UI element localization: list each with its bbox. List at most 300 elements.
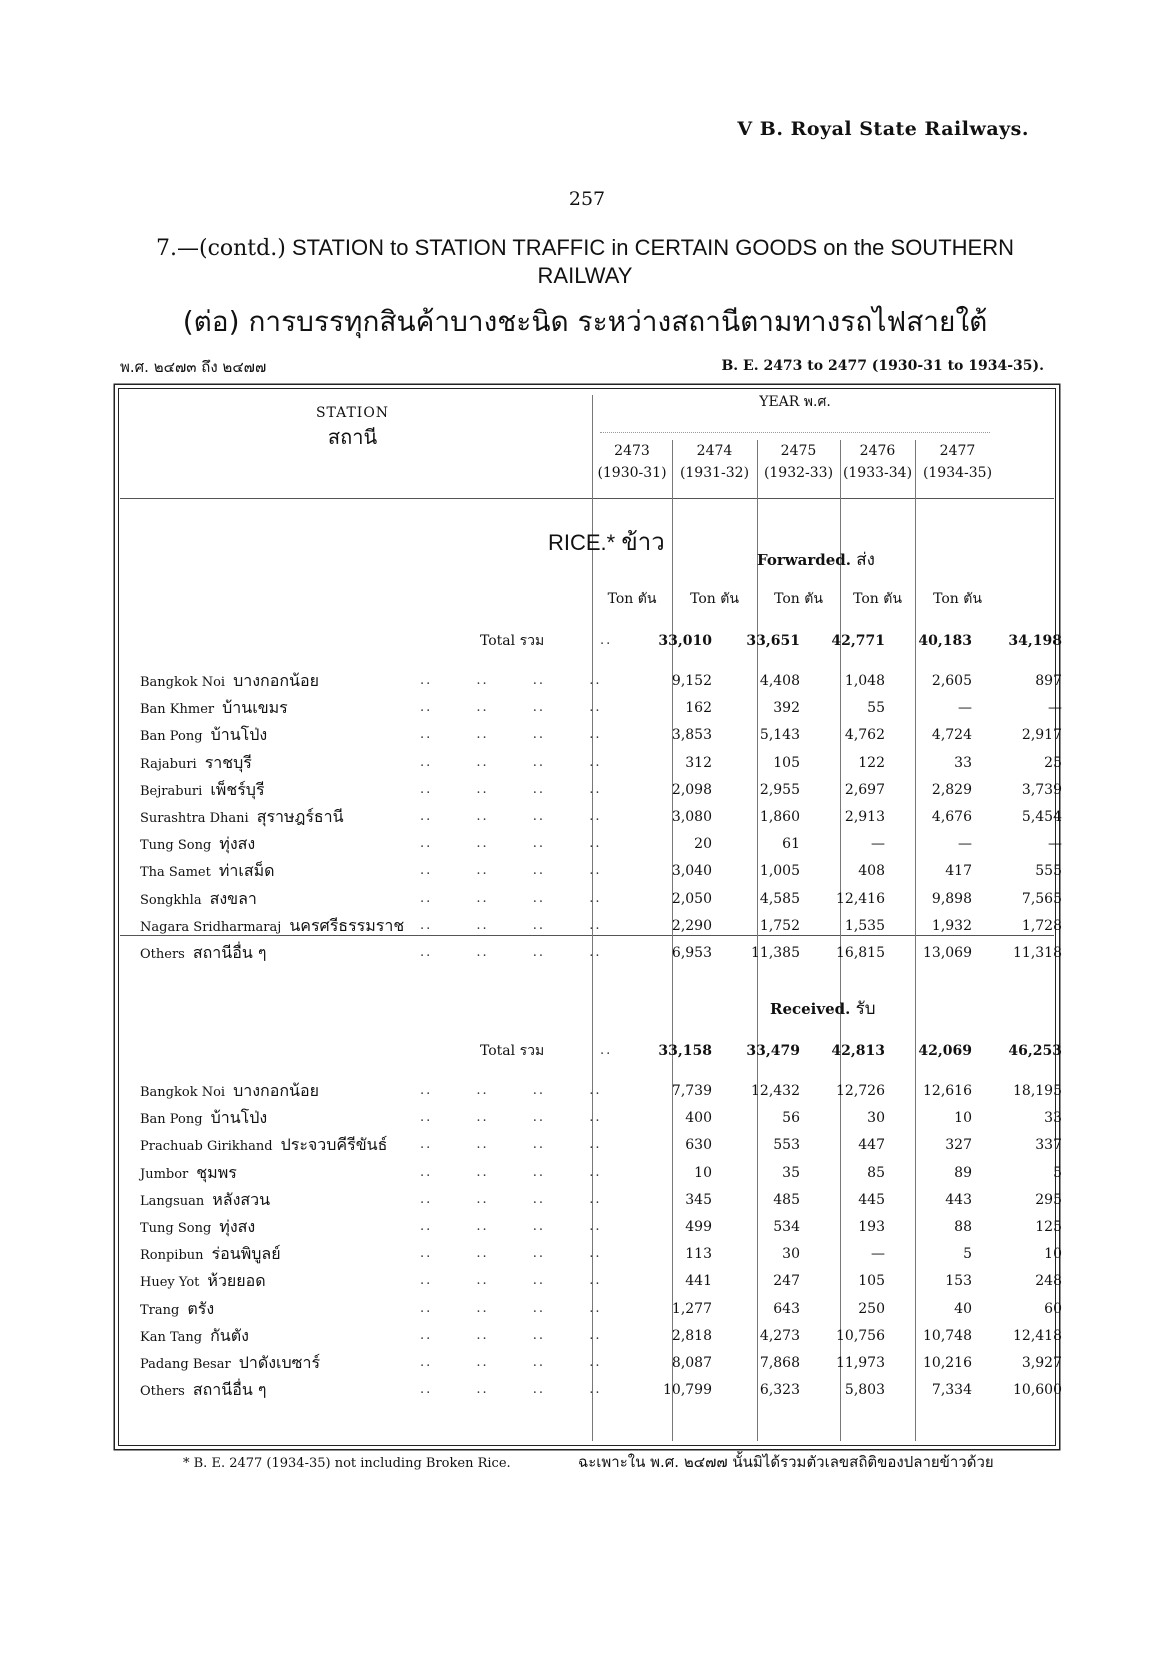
unit-th: ตัน [637,591,657,607]
value-cell: 61 [782,836,800,853]
value-cell: 3,040 [671,863,712,880]
station-column-header [240,405,465,453]
value-cell: 10,799 [663,1382,712,1399]
value-cell: 643 [773,1300,800,1317]
value-cell: 125 [1035,1219,1062,1235]
value-cell: 1,932 [931,917,972,934]
value-cell: — [958,700,972,717]
station-name [140,833,255,857]
leader-dots: .. .. .. .. [420,754,602,770]
station-name-en: Nagara Sridharmaraj [140,919,282,935]
value-cell: 8,087 [671,1355,712,1371]
value-cell: 392 [773,700,800,717]
year-column-header [592,440,672,484]
value-cell: 441 [685,1273,712,1290]
station-name [140,1189,270,1213]
value-cell: 33,010 [658,633,712,649]
value-cell: 33,158 [658,1043,712,1059]
received-label [770,995,876,1022]
value-cell: 248 [1035,1273,1062,1290]
value-cell: 12,432 [751,1083,800,1099]
value-cell: 10,748 [923,1327,972,1344]
leader-dots: .. .. .. .. [420,1246,602,1262]
leader-dots: .. .. .. .. [420,1273,602,1289]
leader-dots: .. [600,633,613,648]
value-cell: 2,050 [671,890,712,907]
station-name [140,1270,266,1294]
value-cell: 88 [954,1219,972,1235]
table-number: 7.—(contd.) [156,236,286,261]
station-name-th: บ้านโป่ง [210,1108,268,1128]
value-cell: — [1048,700,1062,717]
table-row [0,1270,1174,1294]
station-name [140,779,265,803]
station-name-th: หลังสวน [212,1189,271,1209]
value-cell: 46,253 [1008,1043,1062,1059]
station-name [140,1080,319,1104]
station-name-en: Kan Tang [140,1329,203,1345]
table-row [0,724,1174,748]
commodity-en: RICE.* [548,530,616,555]
value-cell: 4,585 [759,890,800,907]
station-name-en: Others [140,1384,185,1400]
unit-en: Ton [607,591,634,607]
footnote-th: ฉะเพาะใน พ.ศ. ๒๔๗๗ นั้นมิได้รวมตัวเลขสถิติของปลายข้าวด้วย [578,1453,994,1471]
station-name-en: Huey Yot [140,1275,200,1291]
station-name-th: บ้านโป่ง [210,725,268,745]
value-cell: 10 [694,1164,712,1181]
unit-th: ตัน [804,591,823,607]
value-cell: 193 [858,1219,885,1235]
leader-dots: .. .. .. .. [420,673,602,688]
value-cell: 337 [1035,1137,1062,1154]
station-name-en: Tung Song [140,838,212,854]
value-cell: 10,600 [1013,1382,1062,1399]
station-name [140,724,267,748]
value-cell: 250 [858,1300,885,1317]
period-th: พ.ศ. ๒๔๗๓ ถึง ๒๔๗๗ [120,358,267,376]
table-row [0,1080,1174,1104]
station-name [140,1379,266,1403]
value-cell: 5,143 [759,727,800,744]
value-cell: — [871,836,885,853]
station-name-th: สงขลา [209,888,257,908]
value-cell: 327 [945,1137,972,1154]
value-cell: 105 [858,1273,885,1290]
value-cell: 1,005 [759,863,800,880]
leader-dots: .. .. .. .. [420,890,602,906]
value-cell: 7,565 [1021,890,1062,907]
value-cell: 55 [867,700,885,717]
value-cell: 20 [694,836,712,853]
value-cell: 40 [954,1300,972,1317]
station-name-th: บางกอกน้อย [233,1081,319,1100]
value-cell: 2,697 [844,781,885,798]
value-cell: 10,756 [836,1327,885,1344]
unit-th: ตัน [720,591,739,607]
station-name-th: เพ็ชร์บุรี [210,779,265,799]
leader-dots: .. .. .. .. [420,1191,602,1207]
value-cell: 2,098 [671,781,712,798]
forwarded-th: ส่ง [856,550,875,570]
station-name [140,670,319,694]
forwarded-total-row [0,630,1174,654]
unit-th: ตัน [963,591,982,607]
value-cell: 295 [1035,1191,1062,1208]
value-cell: 12,418 [1013,1327,1062,1344]
value-cell: — [958,836,972,853]
value-cell: 4,762 [844,727,885,744]
unit-en: Ton [690,591,716,607]
table-row [0,888,1174,912]
year-header: YEAR พ.ศ. [759,394,831,410]
station-name-th: นครศรีธรรมราช [289,915,405,935]
page-number: 257 [568,188,606,210]
value-cell: 897 [1035,673,1062,689]
leader-dots: .. .. .. .. [420,1137,602,1153]
value-cell: — [871,1246,885,1263]
value-cell: 2,818 [671,1327,712,1344]
value-cell: 4,273 [759,1327,800,1344]
table-row [0,915,1174,939]
total-en: Total [480,633,516,649]
value-cell: 12,416 [836,890,885,907]
station-name [140,1107,267,1131]
period-en: B. E. 2473 to 2477 (1930-31 to 1934-35). [721,358,1044,374]
table-row [0,752,1174,776]
unit-label [915,588,1000,610]
station-name-en: Jumbor [140,1166,189,1182]
commodity-label [548,522,665,561]
table-row [0,1216,1174,1240]
station-name [140,1162,237,1186]
value-cell: 6,323 [759,1382,800,1399]
station-name-en: Rajaburi [140,756,197,772]
value-cell: 443 [945,1191,972,1208]
leader-dots: .. .. .. .. [420,1083,602,1098]
value-cell: 10 [954,1110,972,1127]
value-cell: 553 [773,1137,800,1154]
value-cell: 4,408 [759,673,800,689]
leader-dots: .. .. .. .. [420,836,602,852]
value-cell: 445 [858,1191,885,1208]
value-cell: 417 [945,863,972,880]
unit-en: Ton [933,591,959,607]
station-name-th: สถานีอื่น ๆ [192,943,267,962]
value-cell: 499 [685,1219,712,1235]
value-cell: 60 [1044,1300,1062,1317]
station-name-en: Ronpibun [140,1248,204,1264]
station-name-en: Langsuan [140,1193,205,1209]
station-name-en: Trang [140,1302,180,1318]
leader-dots: .. .. .. .. [420,1327,602,1343]
value-cell: 9,898 [931,890,972,907]
year-be: 2475 [780,443,817,459]
station-name-th: สุราษฎร์ธานี [256,807,344,826]
station-name-en: Tung Song [140,1221,212,1236]
received-en: Received. [770,1000,851,1018]
station-name [140,806,344,830]
table-row [0,1243,1174,1267]
year-be: 2473 [614,443,650,459]
value-cell: 105 [773,754,800,771]
station-name [140,1352,320,1376]
station-name [140,1216,255,1240]
year-be: 2474 [696,443,733,459]
value-cell: 400 [685,1110,712,1127]
value-cell: 5,803 [844,1382,885,1399]
station-name-en: Ban Pong [140,1112,203,1128]
station-name-th: ประจวบคีรีขันธ์ [280,1135,388,1155]
title-text: STATION to STATION TRAFFIC in CERTAIN GOODS on the SOUTHERN RAILWAY [291,235,1014,288]
leader-dots: .. .. .. .. [420,863,602,879]
year-column-header [672,440,757,484]
value-cell: 10 [1044,1246,1062,1263]
unit-label [672,588,757,610]
station-name [140,1298,214,1322]
station-name [140,860,275,884]
forwarded-en: Forwarded. [757,551,852,569]
value-cell: 1,277 [671,1300,712,1317]
station-name-th: ราชบุรี [204,752,252,772]
value-cell: 1,728 [1021,917,1062,934]
value-cell: 408 [858,863,885,880]
station-name [140,942,266,966]
value-cell: 2,605 [931,673,972,689]
leader-dots: .. .. .. .. [420,1164,602,1180]
station-name [140,697,288,721]
value-cell: 1,535 [844,917,885,934]
table-row [0,833,1174,857]
value-cell: 18,195 [1013,1083,1062,1099]
station-name-th: ทุ่งสง [219,1217,256,1236]
leader-dots: .. .. .. .. [420,1219,602,1234]
value-cell: 42,069 [918,1043,972,1059]
value-cell: 13,069 [923,945,972,961]
received-total-row [0,1040,1174,1064]
value-cell: 12,616 [923,1083,972,1099]
value-cell: 312 [685,754,712,771]
table-row [0,1134,1174,1158]
table-row [0,806,1174,830]
value-cell: 42,771 [831,633,885,649]
value-cell: 33,479 [746,1043,800,1059]
station-name [140,915,404,939]
table-title-th: (ต่อ) การบรรทุกสินค้าบางชะนิด ระหว่างสถานีตามทางรถไฟสายใต้ [182,305,988,338]
unit-en: Ton [774,591,800,607]
value-cell: 1,752 [759,917,800,934]
value-cell: 3,927 [1021,1355,1062,1371]
year-ce: (1931-32) [679,465,750,481]
value-cell: 89 [954,1164,972,1181]
table-row [0,1325,1174,1349]
table-title-en [120,234,1050,289]
leader-dots: .. .. .. .. [420,1355,602,1370]
value-cell: 3,853 [671,727,712,744]
station-name-en: Bangkok Noi [140,675,226,690]
leader-dots: .. .. .. .. [420,945,602,960]
leader-dots: .. .. .. .. [420,1300,602,1316]
station-name [140,1243,281,1267]
station-name-th: บางกอกน้อย [233,671,319,690]
station-name [140,752,252,776]
value-cell: 534 [773,1219,800,1235]
station-name-th: ท่าเสม็ด [218,861,275,881]
value-cell: 630 [685,1137,712,1154]
station-name [140,888,257,912]
station-name-en: Tha Samet [140,865,211,881]
station-name-en: Padang Besar [140,1357,231,1372]
table-row [0,779,1174,803]
value-cell: 33,651 [746,633,800,649]
value-cell: 447 [858,1137,885,1154]
table-row [0,670,1174,694]
value-cell: 2,917 [1021,727,1062,744]
station-name-en: Ban Pong [140,729,203,745]
station-name [140,1134,387,1158]
footnote-en: * B. E. 2477 (1934-35) not including Broken Rice. [183,1456,511,1471]
total-th: รวม [519,633,545,649]
station-name-th: ร่อนพิบูลย์ [211,1244,281,1264]
table-row [0,1379,1174,1403]
value-cell: 85 [867,1164,885,1181]
value-cell: 247 [773,1273,800,1290]
value-cell: 42,813 [831,1043,885,1059]
station-name-th: ทุ่งสง [219,834,256,854]
table-row [0,860,1174,884]
total-th: รวม [519,1043,545,1059]
leader-dots: .. .. .. .. [420,1110,602,1126]
value-cell: 4,724 [931,727,972,744]
value-cell: 7,739 [671,1083,712,1099]
leader-dots: .. .. .. .. [420,1382,602,1398]
value-cell: 9,152 [671,673,712,689]
value-cell: 33 [1044,1110,1062,1127]
value-cell: 113 [685,1246,712,1263]
value-cell: 2,829 [931,781,972,798]
year-ce: (1932-33) [763,465,834,481]
commodity-th: ข้าว [621,528,665,556]
year-be: 2476 [859,443,896,459]
unit-th: ตัน [883,591,902,607]
table-row [0,1107,1174,1131]
unit-en: Ton [853,591,879,607]
leader-dots: .. .. .. .. [420,917,602,933]
station-name-th: ห้วยยอด [207,1271,266,1291]
station-name-en: Surashtra Dhani [140,811,249,826]
station-header-th: สถานี [327,425,378,449]
value-cell: 122 [858,754,885,771]
value-cell: 56 [782,1110,800,1127]
station-name-th: ชุมพร [196,1162,237,1182]
value-cell: 3,080 [671,809,712,825]
value-cell: 5,454 [1021,809,1062,825]
year-column-header [757,440,840,484]
value-cell: — [1048,836,1062,853]
station-name-en: Songkhla [140,892,202,908]
header-divider [120,498,1054,499]
value-cell: 16,815 [836,945,885,961]
value-cell: 25 [1044,754,1062,771]
value-cell: 10,216 [923,1355,972,1371]
value-cell: 11,318 [1013,945,1062,961]
year-be: 2477 [939,443,976,459]
value-cell: 1,048 [844,673,885,689]
value-cell: 30 [867,1110,885,1127]
value-cell: 2,290 [671,917,712,934]
station-name-en: Prachuab Girikhand [140,1139,273,1155]
value-cell: 2,955 [759,781,800,798]
value-cell: 3,739 [1021,781,1062,798]
unit-label [592,588,672,610]
value-cell: 162 [685,700,712,717]
station-name-en: Bejraburi [140,783,203,799]
year-ce: (1930-31) [597,465,667,481]
value-cell: 11,385 [751,945,800,961]
table-row [0,942,1174,966]
value-cell: 5 [963,1246,972,1263]
station-name [140,1325,249,1349]
table-row [0,1162,1174,1186]
total-en: Total [480,1043,516,1059]
station-name-th: กันตัง [210,1325,249,1345]
station-name-th: ตรัง [187,1298,215,1318]
station-header-en: STATION [315,405,390,421]
value-cell: 33 [954,754,972,771]
received-th: รับ [855,999,876,1019]
value-cell: 11,973 [836,1355,885,1371]
table-row [0,1189,1174,1213]
station-name-en: Others [140,947,185,962]
year-subdivider [600,432,990,433]
station-name-th: บ้านเขมร [222,698,288,718]
value-cell: 40,183 [918,633,972,649]
station-name-th: สถานีอื่น ๆ [192,1380,267,1400]
year-column-header [915,440,1000,484]
year-column-header [840,440,915,484]
value-cell: 153 [945,1273,972,1290]
station-name-en: Ban Khmer [140,702,215,718]
value-cell: 34,198 [1008,633,1062,649]
section-header: V B. Royal State Railways. [737,118,1029,140]
value-cell: 7,334 [931,1382,972,1399]
value-cell: 2,913 [844,809,885,825]
station-name-en: Bangkok Noi [140,1085,226,1100]
unit-label [757,588,840,610]
forwarded-label [757,546,875,573]
table-row [0,1298,1174,1322]
leader-dots: .. .. .. .. [420,809,602,824]
value-cell: 345 [685,1191,712,1208]
leader-dots: .. .. .. .. [420,727,602,743]
total-label [480,630,544,652]
leader-dots: .. .. .. .. [420,700,602,716]
table-row [0,697,1174,721]
value-cell: 485 [773,1191,800,1208]
value-cell: 35 [782,1164,800,1181]
table-row [0,1352,1174,1376]
station-name-th: ปาดังเบซาร์ [238,1353,321,1372]
year-ce: (1934-35) [922,465,993,481]
leader-dots: .. [600,1043,613,1058]
total-label [480,1040,544,1062]
value-cell: 5 [1053,1164,1062,1181]
value-cell: 30 [782,1246,800,1263]
value-cell: 1,860 [759,809,800,825]
value-cell: 7,868 [759,1355,800,1371]
value-cell: 4,676 [931,809,972,825]
value-cell: 555 [1035,863,1062,880]
